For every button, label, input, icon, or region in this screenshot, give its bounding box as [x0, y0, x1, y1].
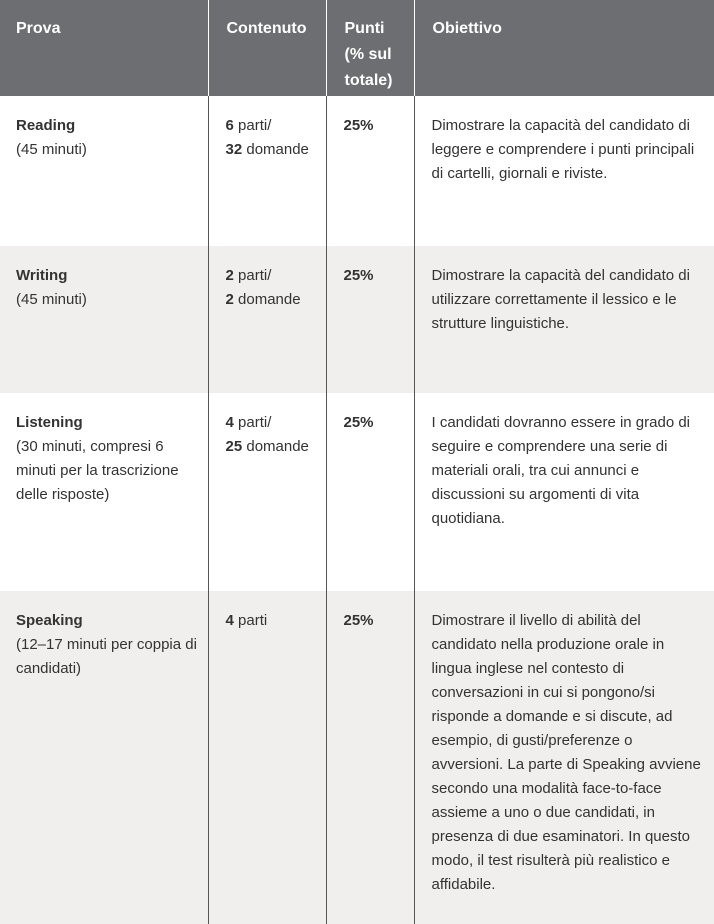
prova-name: Writing [16, 267, 68, 284]
header-punti-line3: totale) [344, 72, 393, 89]
prova-duration: (12–17 minuti per coppia di candidati) [16, 636, 197, 677]
questions-line [226, 435, 316, 459]
prova-cell [0, 96, 208, 246]
points-value: 25% [343, 612, 374, 629]
questions-count: 2 [225, 291, 234, 308]
parts-line [226, 264, 316, 288]
parts-label: parti/ [233, 414, 272, 431]
table-row-reading [0, 96, 714, 246]
prova-duration: (45 minuti) [16, 141, 87, 158]
points-value: 25% [343, 267, 374, 284]
points-value: 25% [343, 117, 374, 134]
questions-line [226, 288, 316, 312]
prova-name: Reading [16, 117, 76, 134]
punti-cell [326, 591, 414, 924]
table-row-writing [0, 246, 714, 393]
prova-duration: (30 minuti, compresi 6 minuti per la trascrizione delle risposte) [16, 438, 179, 503]
questions-label: domande [233, 291, 301, 308]
punti-cell [326, 96, 414, 246]
obiettivo-cell: Dimostrare la capacità del candidato di leggere e comprendere i punti principali di cartelli, giornali e riviste. [414, 96, 714, 246]
points-value: 25% [343, 414, 374, 431]
table-row-speaking [0, 591, 714, 924]
header-punti-line2: (% sul [344, 46, 392, 63]
parts-count: 6 [225, 117, 234, 134]
prova-cell [0, 246, 208, 393]
parts-line [226, 609, 316, 633]
parts-line [226, 114, 316, 138]
parts-label: parti/ [233, 267, 272, 284]
parts-count: 4 [225, 414, 234, 431]
table-header [0, 0, 714, 96]
prova-name: Listening [16, 414, 83, 431]
punti-cell [326, 393, 414, 591]
table-row-listening [0, 393, 714, 591]
parts-count: 2 [225, 267, 234, 284]
table-body [0, 96, 714, 924]
obiettivo-cell: Dimostrare la capacità del candidato di utilizzare correttamente il lessico e le strutture linguistiche. [414, 246, 714, 393]
parts-line [226, 411, 316, 435]
contenuto-cell [208, 393, 326, 591]
punti-cell [326, 246, 414, 393]
contenuto-cell [208, 591, 326, 924]
header-punti [326, 0, 414, 96]
obiettivo-cell: I candidati dovranno essere in grado di seguire e comprendere una serie di materiali orali, tra cui annunci e discussioni su argomenti di vita quotidiana. [414, 393, 714, 591]
header-punti-line1: Punti [344, 20, 385, 37]
questions-label: domande [242, 438, 309, 455]
prova-duration: (45 minuti) [16, 291, 87, 308]
questions-line [226, 138, 316, 162]
obiettivo-cell: Dimostrare il livello di abilità del candidato nella produzione orale in lingua inglese nel contesto di conversazioni in cui si pongono/si risponde a domande e si discute, ad esempio, di gusti/preferenze o avversioni. La parte di Speaking avviene secondo una modalità face-to-face assieme a uno o due candidati, in presenza di due esaminatori. In questo modo, il test risulterà più realistico e affidabile. [414, 591, 714, 924]
parts-count: 4 [225, 612, 234, 629]
header-contenuto: Contenuto [208, 0, 326, 96]
header-row [0, 0, 714, 96]
prova-cell [0, 393, 208, 591]
questions-count: 32 [225, 141, 243, 158]
header-prova: Prova [0, 0, 208, 96]
questions-count: 25 [225, 438, 243, 455]
contenuto-cell [208, 246, 326, 393]
contenuto-cell [208, 96, 326, 246]
parts-label: parti/ [233, 117, 272, 134]
questions-label: domande [242, 141, 309, 158]
prova-name: Speaking [16, 612, 83, 629]
parts-label: parti [233, 612, 268, 629]
header-obiettivo: Obiettivo [414, 0, 714, 96]
prova-cell [0, 591, 208, 924]
